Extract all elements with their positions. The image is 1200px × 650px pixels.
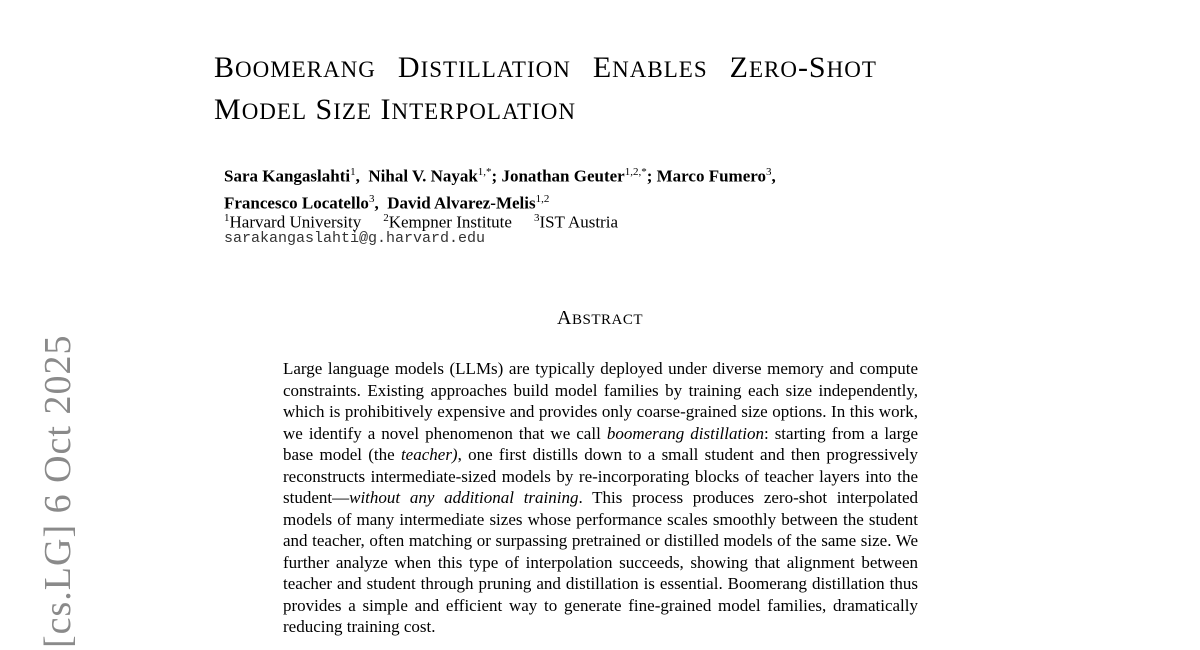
term-boomerang-distillation: boomerang distillation <box>606 423 764 443</box>
author-affiliation-mark: 1,2,* <box>624 166 647 178</box>
author-name: Francesco Locatello <box>224 193 369 213</box>
abstract-body: Large language models (LLMs) are typically deployed under diverse memory and compute constraints. Existing approaches build model families by training each size independently, which is prohibitively expensive and provides only coarse-grained size options. In this work, we identify a novel phenomenon that we call boomerang distillation: starting from a large base model (the teacher), one first distills down to a small student and then progressively reconstructs intermediate-sized models by re-incorporating blocks of teacher layers into the student—without any additional training. This process produces zero-shot interpolated models of many intermediate sizes whose performance scales smoothly between the student and teacher, often matching or surpassing pretrained or distilled models of the same size. We further analyze when this type of interpolation succeeds, showing that alignment between teacher and student through pruning and distillation is essential. Boomerang distillation thus provides a simple and efficient way to generate fine-grained model families, dramatically reducing training cost. <box>283 359 918 636</box>
author-affiliation-mark: 1,2 <box>535 192 550 205</box>
abstract-heading: ABSTRACT <box>557 307 643 329</box>
author-affiliation-mark: 1 <box>350 166 356 178</box>
term-teacher: teacher) <box>400 445 458 464</box>
author-list: Sara Kangaslahti$^1$, Nihal V. Nayak$^{1,*}$; Jonathan Geuter$^{1,2,*}$; Marco Fumero$^3$, Francesco Locatello$^3$, David Alvarez-Melis$^{1,2}$ <box>224 166 776 213</box>
term-without-training: without any additional training <box>349 488 579 507</box>
arxiv-id-text: [cs.LG] 6 Oct 2025 <box>37 334 79 648</box>
arxiv-sidebar-identifier <box>28 10 79 650</box>
author-affiliation-mark: 1,* <box>477 166 492 178</box>
affiliations: $^1$Harvard University $^2$Kempner Institute $^3$IST Austria <box>224 212 618 232</box>
author-name: David Alvarez-Melis <box>387 193 536 213</box>
title-line-1: BOOMERANG DISTILLATION ENABLES ZERO-SHOT <box>214 51 877 84</box>
author-name: Nihal V. Nayak <box>368 166 478 186</box>
affiliation-kempner: Kempner Institute <box>388 212 512 232</box>
contact-email[interactable]: sarakangaslahti@g.harvard.edu <box>224 230 486 247</box>
author-affiliation-mark: 3 <box>368 192 375 205</box>
author-name: Marco Fumero <box>656 166 767 186</box>
paper-title <box>214 48 1034 132</box>
affiliation-harvard: Harvard University <box>229 212 362 232</box>
affiliation-ist: IST Austria <box>539 212 618 232</box>
author-affiliation-mark: 3 <box>766 166 772 178</box>
author-name: Jonathan Geuter <box>501 166 625 186</box>
title-line-2: MODEL SIZE INTERPOLATION <box>214 93 576 126</box>
author-name: Sara Kangaslahti <box>224 166 351 186</box>
